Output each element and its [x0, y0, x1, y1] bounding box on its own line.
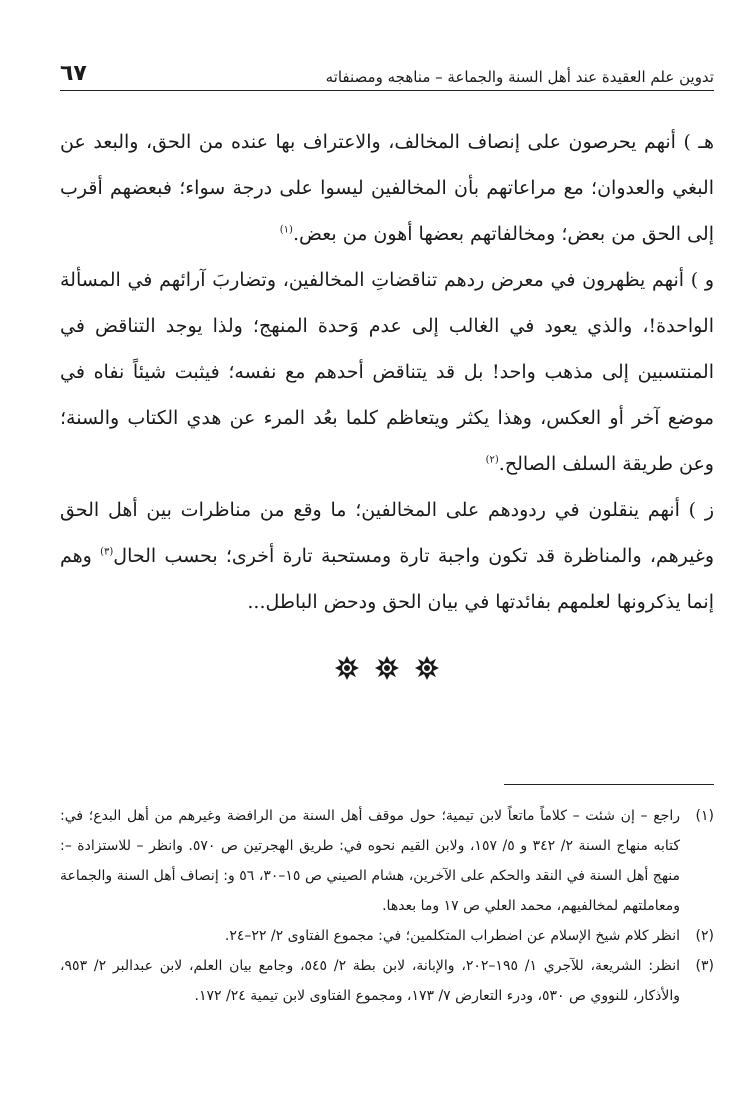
paragraph-waw — [60, 257, 714, 487]
paragraph-zay — [60, 487, 714, 625]
octagram-flower-ornament-icon — [414, 655, 440, 681]
section-divider-ornaments — [60, 655, 714, 681]
paragraph-text: هـ ) أنهم يحرصون على إنصاف المخالف، والاعتراف بها عنده من الحق، والبعد عن البغي والعدوان؛ مع مراعاتهم بأن المخالفين ليسوا على درجة سواء؛ فبعضهم أقرب إلى الحق من بعض؛ ومخالفاتهم بعضها أهون من بعض. — [60, 131, 714, 245]
octagram-flower-ornament-icon — [374, 655, 400, 681]
footnote-separator — [504, 784, 714, 785]
running-header — [60, 46, 714, 91]
footnote-ref: (١) — [279, 224, 293, 236]
footnote-number: (١) — [695, 808, 714, 824]
footnote-2 — [60, 921, 714, 951]
footnote-number: (٢) — [695, 928, 714, 944]
footnote-text: راجع – إن شئت – كلاماً ماتعاً لابن تيمية؛ حول موقف أهل السنة من الرافضة وغيرهم من أهل البدع؛ في: كتابه منهاج السنة ٢/ ٣٤٢ و ٥/ ١٥٧، ولابن القيم نحوه في: طريق الهجرتين ص ٥٧٠. وانظر – للاستزادة –: منهج أهل السنة في النقد والحكم على الآخرين، هشام الصيني ص ١٥–٣٠، ٥٦ و: إنصاف أهل السنة والجماعة ومعاملتهم لمخالفيهم، محمد العلي ص ١٧ وما بعدها. — [60, 808, 681, 914]
paragraph-tail: وهم إنما يذكرونها لعلمهم بفائدتها في بيان الحق ودحض الباطل... — [60, 545, 714, 613]
footnote-text: انظر كلام شيخ الإسلام عن اضطراب المتكلمين؛ في: مجموع الفتاوى ٢/ ٢٢–٢٤. — [224, 928, 680, 944]
footnote-ref: (٣) — [100, 546, 114, 558]
octagram-flower-ornament-icon — [334, 655, 360, 681]
footnote-1 — [60, 801, 714, 921]
footnote-text: انظر: الشريعة، للآجري ١/ ١٩٥–٢٠٢، والإبانة، لابن بطة ٢/ ٥٤٥، وجامع بيان العلم، لابن عبدالبر ٢/ ٩٥٣، والأذكار، للنووي ص ٥٣٠، ودرء التعارض ٧/ ١٧٣، ومجموع الفتاوى لابن تيمية ٢٤/ ١٧٢. — [60, 958, 681, 1004]
footnotes — [60, 784, 714, 1011]
footnote-3 — [60, 951, 714, 1011]
footnote-ref: (٢) — [485, 454, 499, 466]
running-title: تدوين علم العقيدة عند أهل السنة والجماعة – مناهجه ومصنفاته — [325, 68, 714, 86]
paragraph-he — [60, 119, 714, 257]
paragraph-text: ز ) أنهم ينقلون في ردودهم على المخالفين؛ ما وقع من مناظرات بين أهل الحق وغيرهم، والمناظرة قد تكون واجبة تارة ومستحبة تارة أخرى؛ بحسب الحال — [60, 499, 714, 567]
book-page — [60, 46, 714, 681]
page-number: ٦٧ — [60, 61, 87, 86]
body-text — [60, 119, 714, 625]
footnote-number: (٣) — [695, 958, 714, 974]
paragraph-text: و ) أنهم يظهرون في معرض ردهم تناقضاتِ المخالفين، وتضاربَ آرائهم في المسألة الواحدة!، والذي يعود في الغالب إلى عدم وَحدة المنهج؛ ولذا يوجد التناقض في المنتسبين إلى مذهب واحد! بل قد يتناقض أحدهم مع نفسه؛ فيثبت شيئاً نفاه في موضع آخر أو العكس، وهذا يكثر ويتعاظم كلما بعُد المرء عن هدي الكتاب والسنة؛ وعن طريقة السلف الصالح. — [60, 269, 714, 475]
